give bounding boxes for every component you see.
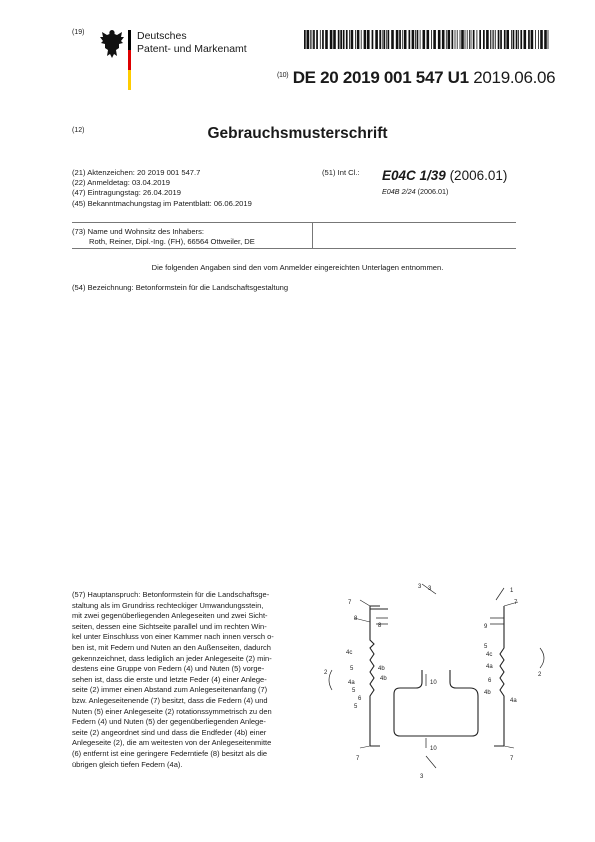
barcode-bar	[483, 30, 485, 49]
rule-bottom	[72, 248, 516, 249]
drawing-reference-label: 3	[420, 774, 424, 780]
barcode-bar	[531, 30, 534, 49]
barcode	[304, 30, 552, 49]
drawing-reference-label: 5	[484, 644, 488, 650]
publication-number-line	[277, 68, 555, 88]
code-12-label: (12)	[72, 127, 85, 134]
barcode-bar	[495, 30, 496, 49]
barcode-bar	[404, 30, 407, 49]
barcode-bar	[338, 30, 340, 49]
barcode-bar	[361, 30, 362, 49]
barcode-bar	[477, 30, 478, 49]
barcode-bar	[399, 30, 401, 49]
barcode-bar	[528, 30, 530, 49]
barcode-bar	[423, 30, 426, 49]
barcode-bar	[490, 30, 491, 49]
drawing-reference-label: 8	[378, 623, 382, 629]
code-19-label: (19)	[72, 29, 85, 36]
drawing-reference-label: 7	[514, 600, 518, 606]
rule-top	[72, 222, 516, 223]
barcode-bar	[415, 30, 416, 49]
barcode-bar	[343, 30, 345, 49]
barcode-bar	[333, 30, 336, 49]
abstract	[72, 590, 308, 770]
ipc-label: (51) Int Cl.:	[322, 168, 360, 177]
barcode-bar	[391, 30, 394, 49]
holder-block	[72, 227, 255, 247]
ipc-secondary-version: (2006.01)	[417, 187, 449, 196]
dimension-9	[490, 618, 504, 624]
barcode-bar	[506, 30, 509, 49]
barcode-bar	[402, 30, 403, 49]
bibliographic-data	[72, 168, 252, 209]
barcode-bar	[548, 30, 549, 49]
barcode-bar	[438, 30, 441, 49]
barcode-bar	[355, 30, 356, 49]
barcode-bar	[518, 30, 519, 49]
right-side-profile	[500, 606, 504, 746]
drawing-reference-label: 1	[510, 588, 514, 594]
drawing-reference-label: 10	[430, 746, 437, 752]
barcode-bar	[313, 30, 315, 49]
barcode-bar	[455, 30, 456, 49]
abstract-line: seite (2) immer einen Abstand zum Anlegeseitenanfang (7)	[72, 685, 268, 695]
barcode-bar	[340, 30, 342, 49]
barcode-bar	[511, 30, 512, 49]
barcode-bar	[420, 30, 421, 49]
barcode-bar	[312, 30, 313, 49]
barcode-bar	[448, 30, 451, 49]
barcode-bar	[396, 30, 399, 49]
barcode-bar	[524, 30, 527, 49]
abstract-line: (57) Hauptanspruch: Betonformstein für die Landschaftsge-	[72, 590, 270, 599]
drawing-reference-label: 5	[350, 666, 354, 672]
barcode-bar	[469, 30, 470, 49]
barcode-bar	[504, 30, 506, 49]
drawing-reference-label: 4b	[484, 690, 491, 696]
drawing-reference-label: 7	[510, 756, 514, 762]
arrow-3-bottom	[426, 756, 436, 768]
barcode-bar	[467, 30, 468, 49]
drawing-reference-label: 4a	[486, 664, 493, 670]
barcode-bar	[383, 30, 385, 49]
barcode-bar	[382, 30, 383, 49]
drawing-reference-label: 5	[352, 688, 356, 694]
flag-black	[128, 30, 131, 50]
barcode-bar	[442, 30, 445, 49]
left-side-profile	[370, 606, 374, 746]
barcode-bar	[452, 30, 454, 49]
barcode-bar	[461, 30, 464, 49]
barcode-bar	[412, 30, 415, 49]
barcode-bar	[357, 30, 360, 49]
barcode-bar	[409, 30, 411, 49]
barcode-bar	[379, 30, 381, 49]
barcode-bar	[540, 30, 543, 49]
arrow-1	[496, 588, 504, 600]
barcode-bar	[322, 30, 324, 49]
holder-value: Roth, Reiner, Dipl.-Ing. (FH), 66564 Ottweiler, DE	[89, 237, 255, 247]
abstract-line: sehen ist, dass die erste und letzte Feder (4) einer Anlege-	[72, 674, 267, 684]
drawing-reference-label: 4b	[380, 676, 387, 682]
barcode-bar	[493, 30, 494, 49]
drawing-reference-label: 3	[418, 584, 422, 590]
barcode-bar	[520, 30, 522, 49]
barcode-bar	[471, 30, 472, 49]
barcode-bar	[513, 30, 515, 49]
drawing-reference-label: 6	[488, 678, 492, 684]
barcode-bar	[351, 30, 354, 49]
drawing-reference-label: 4a	[510, 698, 517, 704]
drawing-reference-label: 10	[430, 680, 437, 686]
drawing-reference-label: 6	[358, 696, 362, 702]
barcode-bar	[544, 30, 547, 49]
barcode-bar	[473, 30, 475, 49]
barcode-bar	[386, 30, 387, 49]
registration-date: (47) Eintragungstag: 26.04.2019	[72, 188, 181, 198]
drawing-reference-label: 8	[354, 616, 358, 622]
drawing-reference-label: 7	[356, 756, 360, 762]
barcode-bar	[535, 30, 536, 49]
abstract-line: destens eine Gruppe von Federn (4) und Nuten (5) vorge-	[72, 664, 265, 674]
office-line-2: Patent- und Markenamt	[137, 42, 247, 55]
announcement-date: (45) Bekanntmachungstag im Patentblatt: 06.06.2019	[72, 198, 252, 208]
publication-number: DE 20 2019 001 547 U1	[292, 68, 469, 87]
flag-red	[128, 50, 131, 70]
ipc-secondary	[382, 187, 448, 196]
barcode-bar	[516, 30, 518, 49]
holder-label: (73) Name und Wohnsitz des Inhabers:	[72, 227, 204, 236]
abstract-line: seiten, dessen eine Sichtseite parallel und im rechten Win-	[72, 621, 267, 631]
file-number: (21) Aktenzeichen: 20 2019 001 547.7	[72, 168, 201, 177]
technical-drawing	[318, 578, 558, 788]
barcode-bar	[310, 30, 311, 49]
barcode-bar	[304, 30, 306, 49]
barcode-bar	[375, 30, 378, 49]
ipc-main-class: E04C 1/39	[382, 168, 446, 183]
barcode-bar	[316, 30, 318, 49]
barcode-bar	[349, 30, 350, 49]
abstract-line: übrigen gleich tiefen Federn (4a).	[72, 759, 183, 769]
drawing-reference-label: 2	[538, 672, 542, 678]
flag-stripe	[128, 30, 131, 90]
barcode-bar	[479, 30, 481, 49]
applicant-note: Die folgenden Angaben sind den vom Anmelder eingereichten Unterlagen entnommen.	[151, 263, 444, 272]
drawing-reference-label: 3	[428, 586, 432, 592]
drawing-reference-label: 7	[348, 600, 352, 606]
barcode-bar	[500, 30, 502, 49]
barcode-bar	[446, 30, 447, 49]
flag-gold	[128, 70, 131, 90]
office-line-1: Deutsches	[137, 30, 187, 42]
barcode-bar	[427, 30, 430, 49]
drawing-reference-label: 4c	[486, 652, 493, 658]
drawing-reference-label: 2	[324, 670, 328, 676]
document-type-title: Gebrauchsmusterschrift	[207, 125, 388, 142]
abstract-line: seite (2) angeordnet sind und dass die Endfeder (4b) einer	[72, 727, 267, 737]
barcode-bar	[431, 30, 432, 49]
barcode-bar	[388, 30, 390, 49]
ipc-main	[382, 168, 507, 183]
top-edge	[370, 606, 388, 609]
drawing-reference-label: 9	[484, 624, 488, 630]
filing-date: (22) Anmeldetag: 03.04.2019	[72, 178, 170, 188]
abstract-line: Anlegeseite (2), die am weitesten von der Anlegeseitenmitte	[72, 738, 272, 748]
abstract-line: bzw. Anlegeseitenende (7) besitzt, dass die Federn (4) und	[72, 695, 268, 705]
office-name	[137, 30, 247, 55]
barcode-bar	[307, 30, 310, 49]
barcode-bar	[364, 30, 367, 49]
barcode-bar	[346, 30, 348, 49]
federal-eagle-logo	[98, 28, 126, 62]
arrow-2-left	[329, 670, 332, 690]
abstract-line: kel unter Einschluss von einer Kammer nach innen versch o-	[72, 632, 274, 642]
rule-vertical	[312, 222, 313, 248]
barcode-bar	[492, 30, 493, 49]
drawing-reference-label: 5	[354, 704, 358, 710]
ipc-main-version: (2006.01)	[449, 168, 508, 183]
barcode-bar	[460, 30, 461, 49]
publication-date: 2019.06.06	[473, 68, 556, 87]
abstract-line: mit zwei gegenüberliegenden Anlegeseiten und zwei Sicht-	[72, 611, 268, 621]
barcode-bar	[465, 30, 466, 49]
abstract-line: Federn (4) und Nuten (5) der gegenüberliegenden Anlege-	[72, 717, 266, 727]
abstract-line: Nuten (5) einer Anlegeseite (2) rotationssymmetrisch zu den	[72, 706, 272, 716]
drawing-reference-label: 4b	[378, 666, 385, 672]
barcode-bar	[538, 30, 539, 49]
barcode-bar	[330, 30, 333, 49]
barcode-bar	[498, 30, 500, 49]
barcode-bar	[486, 30, 489, 49]
barcode-bar	[325, 30, 328, 49]
designation-title: (54) Bezeichnung: Betonformstein für die Landschaftsgestaltung	[72, 283, 289, 292]
barcode-bar	[457, 30, 458, 49]
barcode-bar	[417, 30, 419, 49]
abstract-line: gekennzeichnet, dass lediglich an jeder Anlegeseite (2) min-	[72, 653, 272, 663]
barcode-bar	[320, 30, 321, 49]
abstract-line: ben ist, mit Federn und Nuten an den Außenseiten, dadurch	[72, 642, 271, 652]
drawing-reference-label: 4c	[346, 650, 353, 656]
arrow-2-right	[540, 648, 544, 668]
barcode-bar	[433, 30, 436, 49]
barcode-bar	[367, 30, 370, 49]
publication-prefix: (10)	[277, 72, 289, 79]
abstract-line: (6) entfernt ist eine geringere Federntiefe (8) besitzt als die	[72, 748, 268, 758]
abstract-line: staltung als im Grundriss rechteckiger Umwandungsstein,	[72, 600, 264, 610]
drawing-reference-label: 4a	[348, 680, 355, 686]
barcode-bar	[372, 30, 374, 49]
ipc-secondary-class: E04B 2/24	[382, 187, 416, 196]
